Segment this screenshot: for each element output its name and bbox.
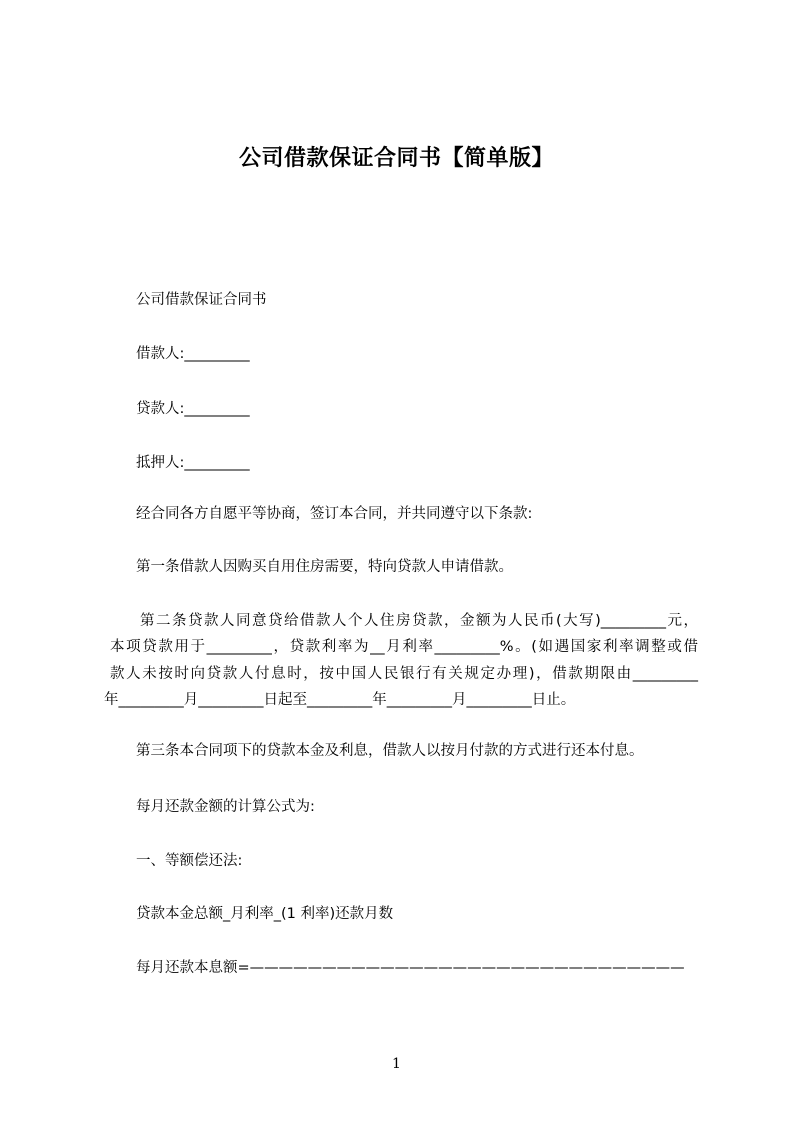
lender-field: 贷款人:_________: [136, 401, 250, 417]
formula-result: 每月还款本息额=——————————————————————————————: [136, 960, 685, 976]
article-1: 第一条借款人因购买自用住房需要，特向贷款人申请借款。: [136, 559, 513, 575]
page-number: 1: [392, 1056, 401, 1072]
mortgagor-field: 抵押人:_________: [136, 455, 250, 471]
formula-numerator: 贷款本金总额_月利率_(1 利率)还款月数: [136, 906, 394, 922]
preamble-text: 经合同各方自愿平等协商，签订本合同，并共同遵守以下条款:: [136, 506, 533, 522]
article-2-line: 年_________月_________日起至_________年_________月_________日止。: [104, 691, 576, 708]
article-2: [104, 608, 698, 713]
borrower-field: 借款人:_________: [136, 346, 250, 362]
contract-heading: 公司借款保证合同书: [136, 292, 267, 308]
document-title: 公司借款保证合同书【简单版】: [238, 146, 554, 171]
article-2-line: 款人未按时向贷款人付息时，按中国人民银行有关规定办理)，借款期限由_________: [110, 665, 698, 682]
article-2-line: 第二条贷款人同意贷给借款人个人住房贷款，金额为人民币(大写)_________元，: [140, 613, 698, 629]
article-2-line: 本项贷款用于_________，贷款利率为__月利率_________%。(如遇国家利率调整或借: [110, 639, 698, 656]
method-1-heading: 一、等额偿还法:: [136, 853, 243, 869]
article-3: 第三条本合同项下的贷款本金及利息，借款人以按月付款的方式进行还本付息。: [136, 743, 644, 759]
formula-intro: 每月还款金额的计算公式为:: [136, 799, 315, 815]
